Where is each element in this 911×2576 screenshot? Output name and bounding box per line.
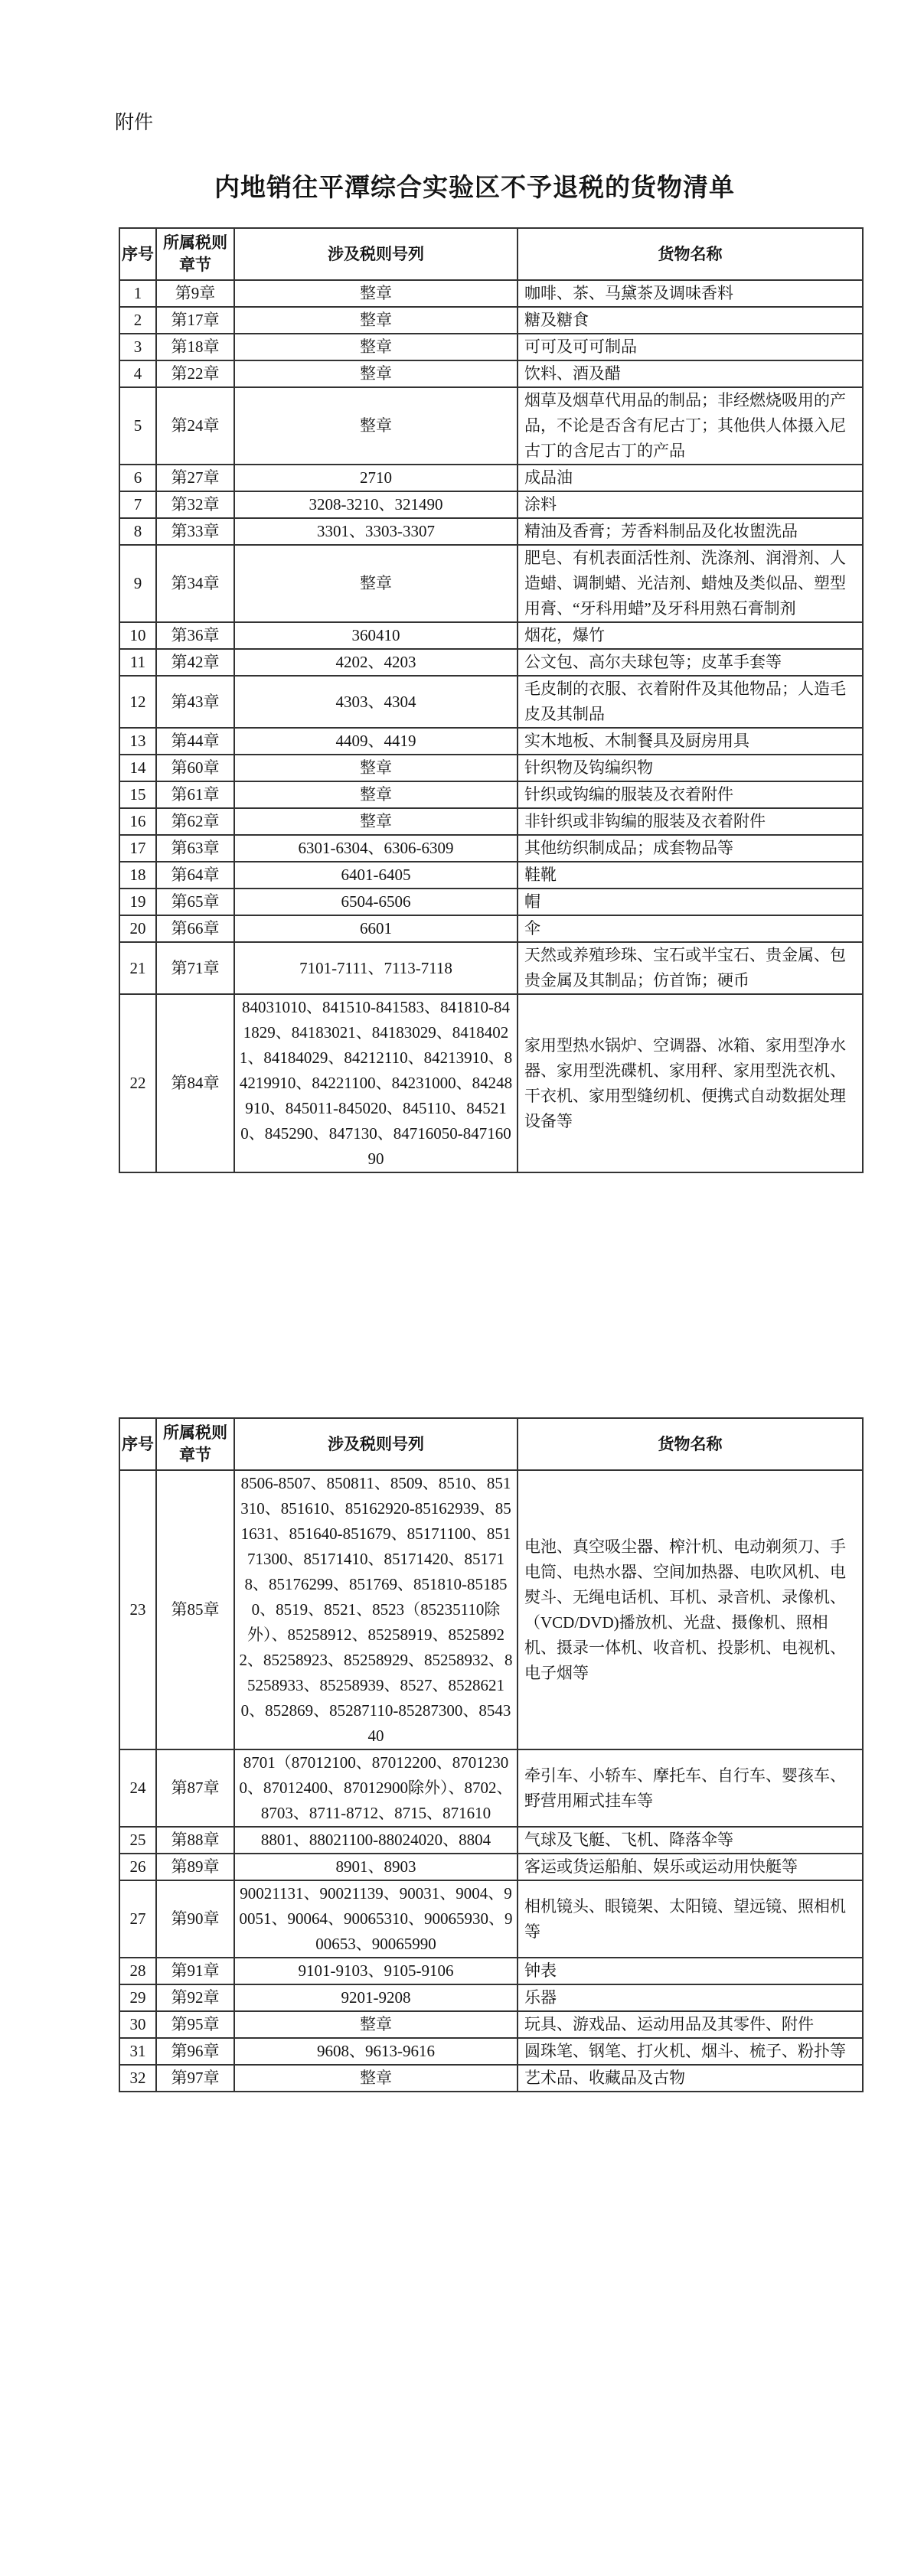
cell-codes: 2710: [234, 465, 518, 491]
cell-chapter: 第33章: [156, 518, 234, 545]
table-row: [119, 1958, 863, 1984]
cell-codes: 整章: [234, 2065, 518, 2092]
cell-goods: 天然或养殖珍珠、宝石或半宝石、贵金属、包贵金属及其制品；仿首饰；硬币: [518, 942, 863, 994]
cell-codes: 6504-6506: [234, 889, 518, 915]
table-row: [119, 1827, 863, 1854]
cell-chapter: 第90章: [156, 1880, 234, 1958]
table-row: [119, 545, 863, 622]
cell-codes: 9608、9613-9616: [234, 2038, 518, 2065]
cell-codes: 整章: [234, 387, 518, 465]
cell-goods: 肥皂、有机表面活性剂、洗涤剂、润滑剂、人造蜡、调制蜡、光洁剂、蜡烛及类似品、塑型用膏、“牙科用蜡”及牙科用熟石膏制剂: [518, 545, 863, 622]
cell-codes: 9101-9103、9105-9106: [234, 1958, 518, 1984]
cell-no: 4: [119, 360, 156, 387]
cell-goods: 客运或货运船舶、娱乐或运动用快艇等: [518, 1854, 863, 1880]
cell-chapter: 第88章: [156, 1827, 234, 1854]
cell-chapter: 第71章: [156, 942, 234, 994]
cell-goods: 饮料、酒及醋: [518, 360, 863, 387]
cell-goods: 艺术品、收藏品及古物: [518, 2065, 863, 2092]
cell-codes: 6301-6304、6306-6309: [234, 835, 518, 862]
table-row: [119, 280, 863, 307]
cell-no: 17: [119, 835, 156, 862]
cell-chapter: 第84章: [156, 994, 234, 1172]
cell-chapter: 第17章: [156, 307, 234, 334]
cell-goods: 可可及可可制品: [518, 334, 863, 360]
cell-goods: 精油及香膏；芳香料制品及化妆盥洗品: [518, 518, 863, 545]
cell-no: 19: [119, 889, 156, 915]
cell-chapter: 第96章: [156, 2038, 234, 2065]
cell-goods: 咖啡、茶、马黛茶及调味香料: [518, 280, 863, 307]
table-row: [119, 1749, 863, 1827]
cell-chapter: 第44章: [156, 728, 234, 755]
cell-goods: 电池、真空吸尘器、榨汁机、电动剃须刀、手电筒、电热水器、空间加热器、电吹风机、电熨斗、无绳电话机、耳机、录音机、录像机、（VCD/DVD)播放机、光盘、摄像机、照相机、摄录一体机、收音机、投影机、电视机、电子烟等: [518, 1470, 863, 1749]
table-row: [119, 649, 863, 676]
table-row: [119, 465, 863, 491]
table-row: [119, 387, 863, 465]
cell-goods: 牵引车、小轿车、摩托车、自行车、婴孩车、野营用厢式挂车等: [518, 1749, 863, 1827]
cell-goods: 乐器: [518, 1984, 863, 2011]
cell-no: 12: [119, 676, 156, 728]
cell-chapter: 第64章: [156, 862, 234, 889]
cell-goods: 其他纺织制成品；成套物品等: [518, 835, 863, 862]
cell-codes: 6401-6405: [234, 862, 518, 889]
cell-codes: 360410: [234, 622, 518, 649]
cell-codes: 90021131、90021139、90031、9004、90051、90064、90065310、90065930、900653、90065990: [234, 1880, 518, 1958]
table-row: [119, 915, 863, 942]
cell-no: 2: [119, 307, 156, 334]
table-row: [119, 2065, 863, 2092]
cell-no: 7: [119, 491, 156, 518]
cell-no: 26: [119, 1854, 156, 1880]
table-row: [119, 360, 863, 387]
cell-chapter: 第85章: [156, 1470, 234, 1749]
cell-chapter: 第9章: [156, 280, 234, 307]
cell-codes: 整章: [234, 307, 518, 334]
cell-goods: 相机镜头、眼镜架、太阳镜、望远镜、照相机等: [518, 1880, 863, 1958]
cell-no: 21: [119, 942, 156, 994]
cell-chapter: 第27章: [156, 465, 234, 491]
cell-chapter: 第18章: [156, 334, 234, 360]
cell-no: 31: [119, 2038, 156, 2065]
column-header-no: 序号: [119, 228, 156, 280]
table-row: [119, 808, 863, 835]
cell-goods: 非针织或非钩编的服装及衣着附件: [518, 808, 863, 835]
cell-no: 1: [119, 280, 156, 307]
cell-no: 5: [119, 387, 156, 465]
cell-chapter: 第92章: [156, 1984, 234, 2011]
table-row: [119, 835, 863, 862]
table-row: [119, 1984, 863, 2011]
header-row: [119, 1418, 863, 1470]
cell-chapter: 第22章: [156, 360, 234, 387]
cell-no: 28: [119, 1958, 156, 1984]
cell-codes: 84031010、841510-841583、841810-841829、84183021、84183029、84184021、84184029、84212110、84213910、84219910、84221100、84231000、84248910、845011-845020、845110、845210、845290、847130、84716050-84716090: [234, 994, 518, 1172]
cell-codes: 8801、88021100-88024020、8804: [234, 1827, 518, 1854]
cell-no: 10: [119, 622, 156, 649]
table-row: [119, 1880, 863, 1958]
table-row: [119, 1470, 863, 1749]
cell-no: 6: [119, 465, 156, 491]
table-row: [119, 518, 863, 545]
cell-chapter: 第91章: [156, 1958, 234, 1984]
cell-codes: 3301、3303-3307: [234, 518, 518, 545]
cell-codes: 7101-7111、7113-7118: [234, 942, 518, 994]
cell-goods: 帽: [518, 889, 863, 915]
cell-no: 16: [119, 808, 156, 835]
cell-chapter: 第32章: [156, 491, 234, 518]
table-row: [119, 889, 863, 915]
cell-codes: 整章: [234, 360, 518, 387]
page-title: 内地销往平潭综合实验区不予退税的货物清单: [214, 174, 735, 202]
table-header: [119, 228, 863, 280]
cell-chapter: 第60章: [156, 755, 234, 781]
cell-no: 30: [119, 2011, 156, 2038]
cell-codes: 8701（87012100、87012200、87012300、87012400、87012900除外）、8702、8703、8711-8712、8715、871610: [234, 1749, 518, 1827]
cell-goods: 涂料: [518, 491, 863, 518]
cell-goods: 糖及糖食: [518, 307, 863, 334]
cell-codes: 6601: [234, 915, 518, 942]
goods-table-page-1: [119, 227, 864, 1173]
column-header-codes: 涉及税则号列: [234, 228, 518, 280]
cell-codes: 4202、4203: [234, 649, 518, 676]
cell-chapter: 第43章: [156, 676, 234, 728]
cell-goods: 玩具、游戏品、运动用品及其零件、附件: [518, 2011, 863, 2038]
cell-codes: 整章: [234, 808, 518, 835]
table-header: [119, 1418, 863, 1470]
column-header-chapter: 所属税则章节: [156, 1418, 234, 1470]
cell-codes: 9201-9208: [234, 1984, 518, 2011]
column-header-chapter: 所属税则章节: [156, 228, 234, 280]
cell-codes: 整章: [234, 280, 518, 307]
cell-goods: 鞋靴: [518, 862, 863, 889]
cell-no: 32: [119, 2065, 156, 2092]
cell-no: 18: [119, 862, 156, 889]
cell-chapter: 第42章: [156, 649, 234, 676]
cell-goods: 烟花，爆竹: [518, 622, 863, 649]
cell-no: 14: [119, 755, 156, 781]
cell-no: 27: [119, 1880, 156, 1958]
cell-goods: 气球及飞艇、飞机、降落伞等: [518, 1827, 863, 1854]
cell-chapter: 第63章: [156, 835, 234, 862]
cell-chapter: 第97章: [156, 2065, 234, 2092]
cell-no: 13: [119, 728, 156, 755]
cell-codes: 整章: [234, 334, 518, 360]
cell-chapter: 第89章: [156, 1854, 234, 1880]
column-header-goods: 货物名称: [518, 228, 863, 280]
cell-codes: 4303、4304: [234, 676, 518, 728]
cell-codes: 8901、8903: [234, 1854, 518, 1880]
cell-goods: 伞: [518, 915, 863, 942]
table-row: [119, 491, 863, 518]
cell-no: 15: [119, 781, 156, 808]
table-row: [119, 2038, 863, 2065]
cell-no: 8: [119, 518, 156, 545]
cell-no: 9: [119, 545, 156, 622]
cell-no: 3: [119, 334, 156, 360]
cell-chapter: 第65章: [156, 889, 234, 915]
cell-goods: 圆珠笔、钢笔、打火机、烟斗、梳子、粉扑等: [518, 2038, 863, 2065]
cell-codes: 整章: [234, 2011, 518, 2038]
cell-no: 22: [119, 994, 156, 1172]
attachment-label: 附件: [115, 112, 154, 133]
cell-chapter: 第66章: [156, 915, 234, 942]
cell-chapter: 第95章: [156, 2011, 234, 2038]
table-row: [119, 942, 863, 994]
column-header-codes: 涉及税则号列: [234, 1418, 518, 1470]
table-row: [119, 862, 863, 889]
table-row: [119, 755, 863, 781]
cell-no: 24: [119, 1749, 156, 1827]
cell-no: 20: [119, 915, 156, 942]
cell-goods: 针织物及钩编织物: [518, 755, 863, 781]
cell-goods: 成品油: [518, 465, 863, 491]
header-row: [119, 228, 863, 280]
cell-chapter: 第34章: [156, 545, 234, 622]
table-body: [119, 1470, 863, 2092]
goods-table-page-2: [119, 1417, 864, 2092]
column-header-goods: 货物名称: [518, 1418, 863, 1470]
cell-codes: 4409、4419: [234, 728, 518, 755]
cell-no: 23: [119, 1470, 156, 1749]
table-row: [119, 2011, 863, 2038]
cell-chapter: 第24章: [156, 387, 234, 465]
cell-codes: 整章: [234, 781, 518, 808]
cell-no: 11: [119, 649, 156, 676]
cell-no: 29: [119, 1984, 156, 2011]
cell-goods: 烟草及烟草代用品的制品；非经燃烧吸用的产品，不论是否含有尼古丁；其他供人体摄入尼古丁的含尼古丁的产品: [518, 387, 863, 465]
table-row: [119, 994, 863, 1172]
cell-codes: 3208-3210、321490: [234, 491, 518, 518]
cell-goods: 实木地板、木制餐具及厨房用具: [518, 728, 863, 755]
cell-no: 25: [119, 1827, 156, 1854]
table-body: [119, 280, 863, 1172]
cell-chapter: 第61章: [156, 781, 234, 808]
cell-codes: 整章: [234, 545, 518, 622]
cell-goods: 钟表: [518, 1958, 863, 1984]
cell-goods: 针织或钩编的服装及衣着附件: [518, 781, 863, 808]
table-row: [119, 728, 863, 755]
cell-chapter: 第87章: [156, 1749, 234, 1827]
table-row: [119, 307, 863, 334]
column-header-no: 序号: [119, 1418, 156, 1470]
table-row: [119, 334, 863, 360]
table-row: [119, 622, 863, 649]
cell-codes: 8506-8507、850811、8509、8510、851310、851610、85162920-85162939、851631、851640-851679、85171100、85171300、85171410、85171420、851718、85176299、851769、851810-851850、8519、8521、8523（85235110除外）、85258912、85258919、85258922、85258923、85258929、85258932、85258933、85258939、8527、85286210、852869、85287110-85287300、854340: [234, 1470, 518, 1749]
cell-goods: 公文包、高尔夫球包等；皮革手套等: [518, 649, 863, 676]
table-row: [119, 1854, 863, 1880]
cell-chapter: 第62章: [156, 808, 234, 835]
cell-chapter: 第36章: [156, 622, 234, 649]
table-row: [119, 781, 863, 808]
cell-goods: 家用型热水锅炉、空调器、冰箱、家用型净水器、家用型洗碟机、家用秤、家用型洗衣机、干衣机、家用型缝纫机、便携式自动数据处理设备等: [518, 994, 863, 1172]
cell-goods: 毛皮制的衣服、衣着附件及其他物品；人造毛皮及其制品: [518, 676, 863, 728]
cell-codes: 整章: [234, 755, 518, 781]
table-row: [119, 676, 863, 728]
